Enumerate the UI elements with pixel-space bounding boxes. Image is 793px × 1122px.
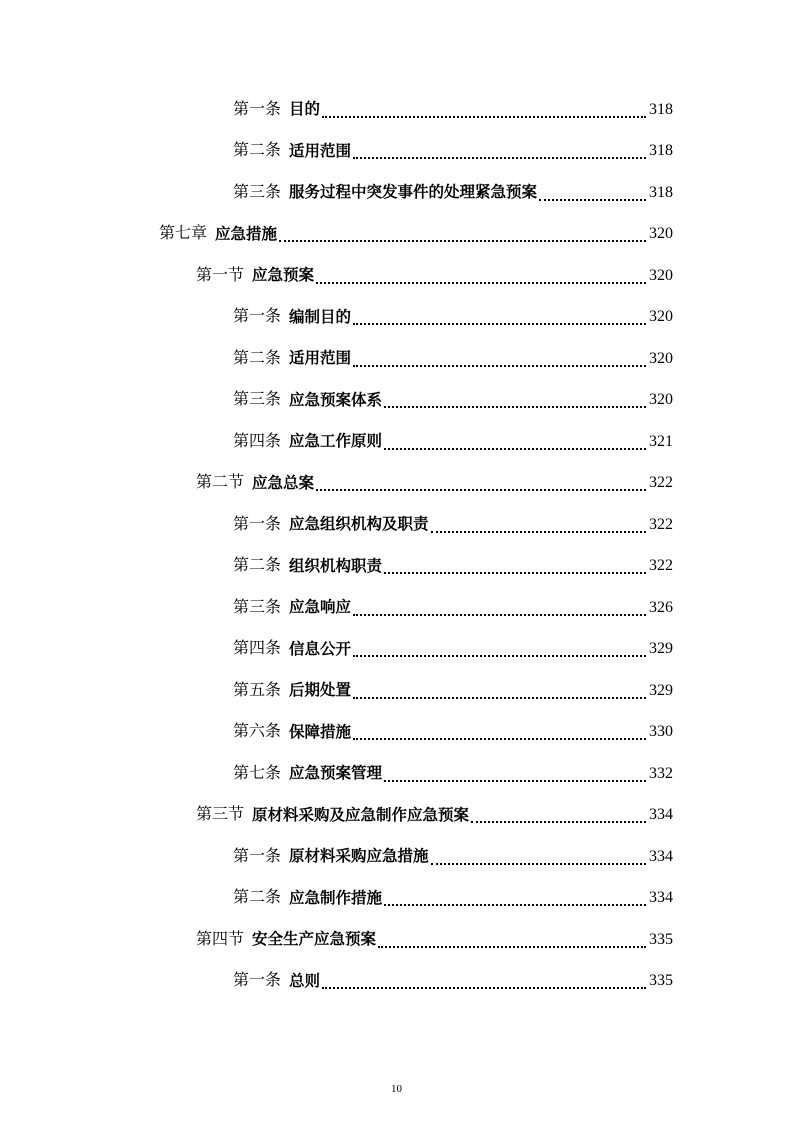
toc-entry-title: 原材料采购及应急制作应急预案	[252, 805, 470, 824]
toc-entry-title: 应急预案体系	[289, 390, 383, 409]
toc-entry-title: 适用范围	[289, 349, 352, 367]
toc-entry-page: 320	[649, 349, 673, 367]
toc-entry[interactable]	[0, 172, 793, 214]
dot-leader	[384, 766, 646, 782]
toc-entry[interactable]	[0, 753, 793, 795]
toc-entry-page: 320	[649, 266, 673, 284]
toc-entry-number: 第一条	[233, 972, 282, 990]
toc-entry-title: 应急响应	[289, 598, 352, 616]
toc-entry-number: 第二条	[233, 889, 282, 907]
toc-entry-number: 第二节	[196, 474, 245, 492]
toc-entry-page: 334	[649, 889, 673, 907]
toc-entry-page: 320	[649, 391, 673, 409]
toc-entry-number: 第三条	[233, 598, 282, 616]
toc-entry-title: 服务过程中突发事件的处理紧急预案	[289, 183, 538, 201]
toc-entry-title: 原材料采购应急措施	[289, 847, 429, 865]
dot-leader	[353, 143, 646, 159]
toc-entry-page: 329	[649, 640, 673, 658]
dot-leader	[384, 558, 646, 574]
toc-entry-page: 335	[649, 972, 673, 990]
toc-entry-page: 322	[649, 557, 673, 575]
dot-leader	[316, 268, 646, 284]
toc-entry-page: 326	[649, 598, 673, 616]
dot-leader	[384, 890, 646, 906]
toc-entry-title: 适用范围	[289, 141, 352, 160]
toc-entry[interactable]	[0, 629, 793, 671]
toc-entry[interactable]	[0, 670, 793, 712]
dot-leader	[353, 309, 646, 325]
toc-entry-number: 第六条	[233, 723, 282, 741]
toc-entry[interactable]	[0, 89, 793, 131]
toc-entry[interactable]	[0, 255, 793, 297]
toc-entry-title: 应急预案	[252, 266, 315, 284]
toc-entry-page: 321	[649, 432, 673, 450]
dot-leader	[322, 973, 646, 989]
toc-entry-number: 第三条	[233, 183, 282, 201]
toc-entry-number: 第七章	[159, 225, 208, 243]
toc-entry-number: 第四条	[233, 432, 282, 450]
toc-entry[interactable]	[0, 131, 793, 173]
dot-leader	[431, 849, 646, 865]
toc-entry[interactable]	[0, 546, 793, 588]
toc-entry-page: 332	[649, 764, 673, 782]
dot-leader	[353, 724, 646, 740]
toc-entry-page: 320	[649, 308, 673, 326]
toc-entry-number: 第一条	[233, 515, 282, 533]
toc-entry-title: 编制目的	[289, 307, 352, 326]
toc-entry-title: 保障措施	[289, 722, 352, 741]
toc-entry[interactable]	[0, 297, 793, 339]
toc-entry[interactable]	[0, 587, 793, 629]
toc-entry-page: 318	[649, 183, 673, 201]
dot-leader	[384, 392, 646, 408]
table-of-contents	[0, 89, 793, 1002]
toc-entry-title: 组织机构职责	[289, 556, 383, 575]
dot-leader	[322, 102, 646, 118]
toc-entry-number: 第三节	[196, 806, 245, 824]
dot-leader	[353, 683, 646, 699]
toc-entry-number: 第二条	[233, 557, 282, 575]
toc-entry-number: 第四节	[196, 930, 245, 948]
dot-leader	[471, 807, 646, 823]
toc-entry[interactable]	[0, 836, 793, 878]
toc-entry-page: 329	[649, 681, 673, 699]
toc-entry-page: 320	[649, 225, 673, 243]
toc-entry-page: 334	[649, 806, 673, 824]
toc-entry-number: 第一条	[233, 308, 282, 326]
toc-entry-title: 安全生产应急预案	[252, 930, 377, 948]
toc-entry[interactable]	[0, 878, 793, 920]
toc-entry[interactable]	[0, 214, 793, 256]
page-number: 10	[391, 1083, 402, 1095]
toc-entry[interactable]	[0, 961, 793, 1003]
dot-leader	[384, 434, 646, 450]
toc-entry-number: 第四条	[233, 640, 282, 658]
toc-entry[interactable]	[0, 795, 793, 837]
toc-entry[interactable]	[0, 338, 793, 380]
toc-entry[interactable]	[0, 504, 793, 546]
toc-entry[interactable]	[0, 712, 793, 754]
dot-leader	[353, 351, 646, 367]
toc-entry-title: 信息公开	[289, 639, 352, 658]
dot-leader	[316, 475, 646, 491]
toc-entry[interactable]	[0, 421, 793, 463]
toc-entry-page: 322	[649, 515, 673, 533]
dot-leader	[539, 185, 646, 201]
toc-entry-number: 第一条	[233, 847, 282, 865]
toc-entry-page: 318	[649, 142, 673, 160]
toc-entry-title: 后期处置	[289, 681, 352, 699]
toc-entry[interactable]	[0, 380, 793, 422]
dot-leader	[378, 932, 646, 948]
toc-entry-page: 322	[649, 474, 673, 492]
toc-entry-number: 第五条	[233, 681, 282, 699]
toc-entry-number: 第三条	[233, 391, 282, 409]
toc-entry-title: 总则	[289, 971, 321, 990]
toc-entry-number: 第二条	[233, 142, 282, 160]
toc-entry-title: 应急工作原则	[289, 432, 383, 450]
dot-leader	[353, 641, 646, 657]
toc-entry-title: 应急总案	[252, 473, 315, 492]
toc-entry-title: 目的	[289, 100, 321, 118]
toc-entry[interactable]	[0, 463, 793, 505]
dot-leader	[279, 226, 646, 242]
toc-entry-title: 应急措施	[215, 224, 278, 243]
toc-entry-number: 第一条	[233, 100, 282, 118]
toc-entry-title: 应急组织机构及职责	[289, 515, 429, 533]
toc-entry-title: 应急制作措施	[289, 888, 383, 907]
toc-entry-page: 318	[649, 100, 673, 118]
toc-entry-title: 应急预案管理	[289, 764, 383, 782]
toc-entry-page: 335	[649, 930, 673, 948]
dot-leader	[353, 600, 646, 616]
toc-entry-number: 第七条	[233, 764, 282, 782]
toc-entry-page: 330	[649, 723, 673, 741]
toc-entry-page: 334	[649, 847, 673, 865]
toc-entry[interactable]	[0, 919, 793, 961]
toc-entry-number: 第一节	[196, 266, 245, 284]
toc-entry-number: 第二条	[233, 349, 282, 367]
dot-leader	[431, 517, 646, 533]
